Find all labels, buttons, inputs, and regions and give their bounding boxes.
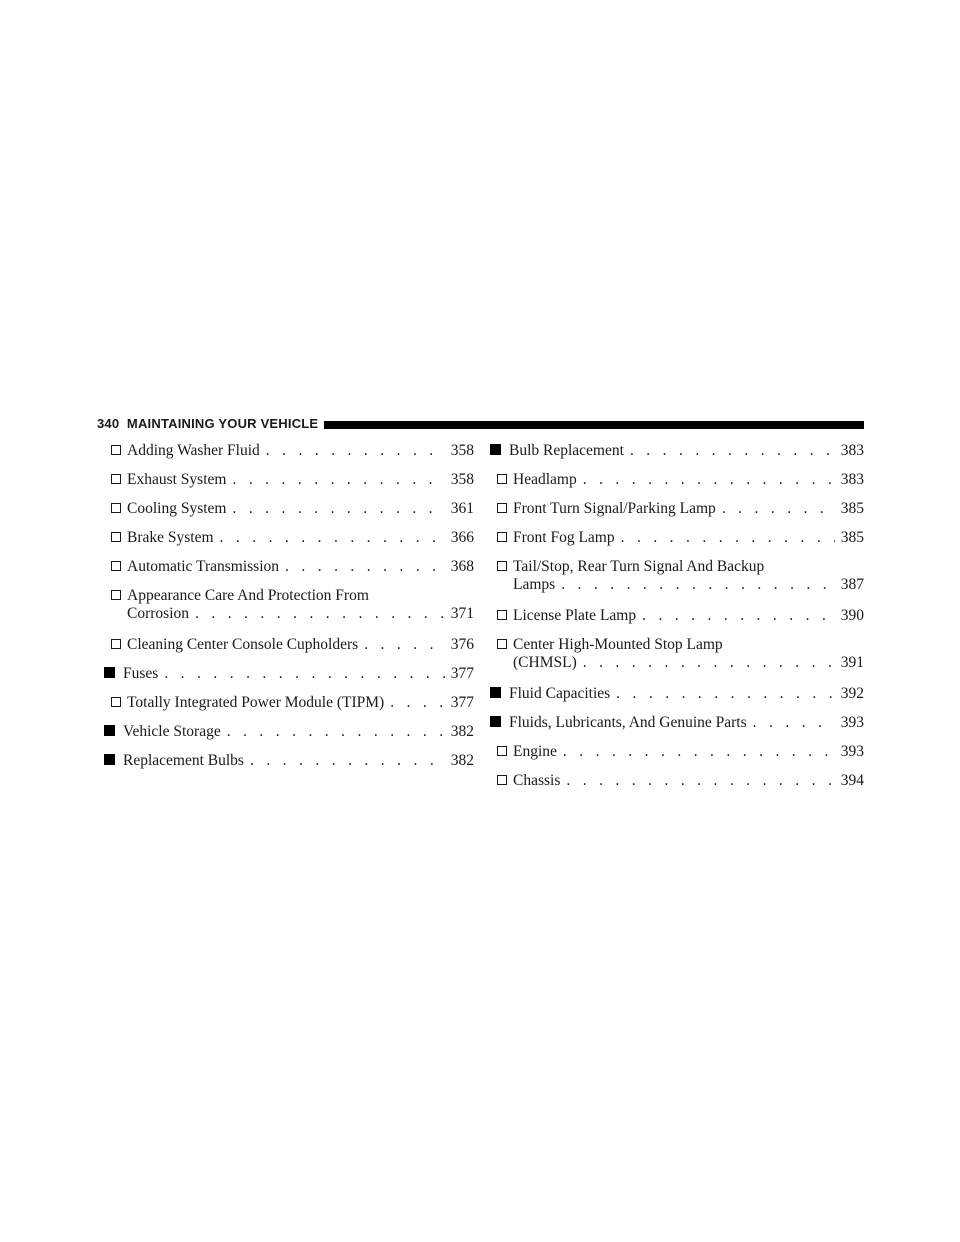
toc-entry-line	[123, 659, 474, 688]
filled-square-icon	[490, 708, 501, 737]
toc-entry-line	[513, 575, 864, 601]
toc-entry-title-line1: Tail/Stop, Rear Turn Signal And Backup	[513, 558, 765, 575]
toc-entry-title: Bulb Replacement	[509, 442, 624, 459]
toc-entry-line	[509, 708, 864, 737]
toc-entry-page: 361	[450, 500, 474, 517]
toc-entry-line	[513, 494, 864, 523]
dot-leader	[244, 746, 445, 775]
toc-entry[interactable]	[490, 465, 864, 494]
toc-entry-line	[513, 601, 864, 630]
toc-entry[interactable]	[490, 630, 864, 679]
toc-entry-page: 392	[840, 685, 864, 702]
dot-leader	[226, 494, 444, 523]
toc-entry[interactable]	[104, 630, 474, 659]
hollow-square-icon	[497, 737, 507, 766]
hollow-square-icon	[111, 445, 121, 455]
toc-entry-title: Vehicle Storage	[123, 723, 221, 740]
toc-entry-line	[127, 494, 474, 523]
hollow-square-icon	[497, 639, 507, 649]
hollow-square-icon	[497, 766, 507, 795]
dot-leader	[557, 737, 835, 766]
toc-entry-page: 383	[840, 471, 864, 488]
toc-entry-line	[123, 746, 474, 775]
toc-entry[interactable]	[490, 708, 864, 737]
toc-entry-page: 366	[450, 529, 474, 546]
dot-leader	[577, 653, 835, 673]
dot-leader	[158, 659, 444, 688]
toc-entry[interactable]	[104, 494, 474, 523]
toc-entry-page: 376	[450, 636, 474, 653]
filled-square-icon	[490, 436, 501, 465]
toc-entry-page: 358	[450, 442, 474, 459]
header-rule	[324, 421, 864, 429]
toc-entry-title: Automatic Transmission	[127, 558, 280, 575]
filled-square-icon	[490, 679, 501, 708]
toc-entry-line	[127, 465, 474, 494]
toc-entry-page: 382	[450, 752, 474, 769]
toc-entry-page: 382	[450, 723, 474, 740]
hollow-square-icon	[497, 610, 507, 620]
toc-entry-line	[127, 523, 474, 552]
dot-leader	[221, 717, 445, 746]
filled-square-icon	[104, 667, 115, 678]
toc-entry-page: 394	[840, 772, 864, 789]
toc-entry[interactable]	[104, 465, 474, 494]
toc-entry-page: 358	[450, 471, 474, 488]
toc-entry[interactable]	[490, 766, 864, 795]
toc-entry-title: Front Turn Signal/Parking Lamp	[513, 500, 716, 517]
toc-entry-page: 385	[840, 529, 864, 546]
hollow-square-icon	[497, 503, 507, 513]
dot-leader	[636, 601, 835, 630]
toc-entry[interactable]	[490, 737, 864, 766]
toc-entry-title: Engine	[513, 743, 557, 760]
dot-leader	[615, 523, 835, 552]
hollow-square-icon	[111, 581, 121, 610]
dot-leader	[610, 679, 835, 708]
toc-entry-title-line1: Center High-Mounted Stop Lamp	[513, 636, 723, 653]
hollow-square-icon	[497, 523, 507, 552]
dot-leader	[560, 766, 834, 795]
hollow-square-icon	[111, 436, 121, 465]
toc-entry-line	[513, 766, 864, 795]
toc-entry[interactable]	[490, 436, 864, 465]
hollow-square-icon	[111, 503, 121, 513]
filled-square-icon	[104, 659, 115, 688]
toc-entry-line	[127, 688, 474, 717]
toc-entry-title: Exhaust System	[127, 471, 227, 488]
dot-leader	[260, 436, 445, 465]
hollow-square-icon	[497, 775, 507, 785]
hollow-square-icon	[111, 590, 121, 600]
dot-leader	[279, 552, 445, 581]
hollow-square-icon	[497, 746, 507, 756]
hollow-square-icon	[111, 688, 121, 717]
toc-entry-page: 377	[450, 694, 474, 711]
header-label	[97, 414, 324, 434]
filled-square-icon	[490, 716, 501, 727]
toc-entry-page: 387	[840, 576, 864, 593]
toc-entry-title: License Plate Lamp	[513, 607, 637, 624]
filled-square-icon	[104, 725, 115, 736]
page-number: 340	[97, 416, 120, 431]
toc-entry-line	[509, 436, 864, 465]
filled-square-icon	[104, 746, 115, 775]
hollow-square-icon	[111, 523, 121, 552]
toc-entry-title: Cleaning Center Console Cupholders	[127, 636, 359, 653]
dot-leader	[555, 575, 835, 595]
toc-entry-page: 393	[840, 743, 864, 760]
toc-entry[interactable]	[490, 679, 864, 708]
toc-entry[interactable]	[490, 552, 864, 601]
filled-square-icon	[490, 444, 501, 455]
section-title: MAINTAINING YOUR VEHICLE	[126, 416, 319, 431]
hollow-square-icon	[497, 630, 507, 659]
toc-entry-line	[127, 604, 474, 630]
toc-entry[interactable]	[104, 523, 474, 552]
toc-entry-line	[509, 679, 864, 708]
toc-entry-line	[513, 465, 864, 494]
toc-entry-line	[127, 630, 474, 659]
toc-entry-title-line1: Appearance Care And Protection From	[127, 587, 369, 604]
dot-leader	[214, 523, 445, 552]
toc-entry-line	[123, 717, 474, 746]
toc-entry-page: 391	[840, 654, 864, 671]
dot-leader	[577, 465, 835, 494]
toc-entry[interactable]	[490, 494, 864, 523]
toc-entry-page: 371	[450, 605, 474, 622]
toc-entry[interactable]	[490, 523, 864, 552]
page-header	[97, 414, 864, 434]
toc-right-column	[490, 436, 864, 795]
toc-entry-title: Corrosion	[127, 605, 189, 622]
hollow-square-icon	[497, 601, 507, 630]
toc-entry-page: 368	[450, 558, 474, 575]
hollow-square-icon	[111, 474, 121, 484]
hollow-square-icon	[111, 561, 121, 571]
dot-leader	[624, 436, 835, 465]
toc-entry-page: 377	[450, 665, 474, 682]
hollow-square-icon	[111, 465, 121, 494]
toc-entry-page: 383	[840, 442, 864, 459]
hollow-square-icon	[497, 474, 507, 484]
toc-entry-line	[127, 552, 474, 581]
toc-entry[interactable]	[104, 746, 474, 775]
toc-entry-line	[513, 653, 864, 679]
dot-leader	[384, 688, 445, 717]
toc-entry-title: Cooling System	[127, 500, 227, 517]
dot-leader	[716, 494, 835, 523]
toc-entry-page: 393	[840, 714, 864, 731]
toc-entry-title: Front Fog Lamp	[513, 529, 615, 546]
hollow-square-icon	[497, 561, 507, 571]
hollow-square-icon	[497, 494, 507, 523]
toc-entry-title: Fluids, Lubricants, And Genuine Parts	[509, 714, 747, 731]
toc-entry[interactable]	[490, 601, 864, 630]
toc-entry-title: Replacement Bulbs	[123, 752, 244, 769]
toc-entry[interactable]	[104, 436, 474, 465]
toc-entry-page: 385	[840, 500, 864, 517]
dot-leader	[358, 630, 445, 659]
hollow-square-icon	[111, 532, 121, 542]
toc-entry-title: Adding Washer Fluid	[127, 442, 260, 459]
hollow-square-icon	[111, 630, 121, 659]
toc-entry-title: Brake System	[127, 529, 214, 546]
toc-entry-line	[127, 436, 474, 465]
dot-leader	[747, 708, 835, 737]
hollow-square-icon	[111, 494, 121, 523]
toc-entry-title: Fluid Capacities	[509, 685, 611, 702]
toc-entry[interactable]	[104, 581, 474, 630]
filled-square-icon	[490, 687, 501, 698]
toc-entry-title: Fuses	[123, 665, 159, 682]
hollow-square-icon	[111, 552, 121, 581]
toc-entry-line	[513, 523, 864, 552]
toc-entry-title: Totally Integrated Power Module (TIPM)	[127, 694, 385, 711]
toc-entry-title: Headlamp	[513, 471, 577, 488]
dot-leader	[189, 604, 445, 624]
toc-entry-title: Lamps	[513, 576, 556, 593]
toc-entry-line	[513, 737, 864, 766]
hollow-square-icon	[497, 532, 507, 542]
hollow-square-icon	[497, 465, 507, 494]
toc-left-column	[104, 436, 474, 775]
toc-entry-page: 390	[840, 607, 864, 624]
toc-entry[interactable]	[104, 659, 474, 688]
toc-entry[interactable]	[104, 717, 474, 746]
toc-entry[interactable]	[104, 552, 474, 581]
hollow-square-icon	[111, 639, 121, 649]
dot-leader	[226, 465, 444, 494]
toc-entry-title: Chassis	[513, 772, 561, 789]
filled-square-icon	[104, 717, 115, 746]
hollow-square-icon	[497, 552, 507, 581]
toc-entry-title: (CHMSL)	[513, 654, 577, 671]
toc-entry[interactable]	[104, 688, 474, 717]
hollow-square-icon	[111, 697, 121, 707]
filled-square-icon	[104, 754, 115, 765]
